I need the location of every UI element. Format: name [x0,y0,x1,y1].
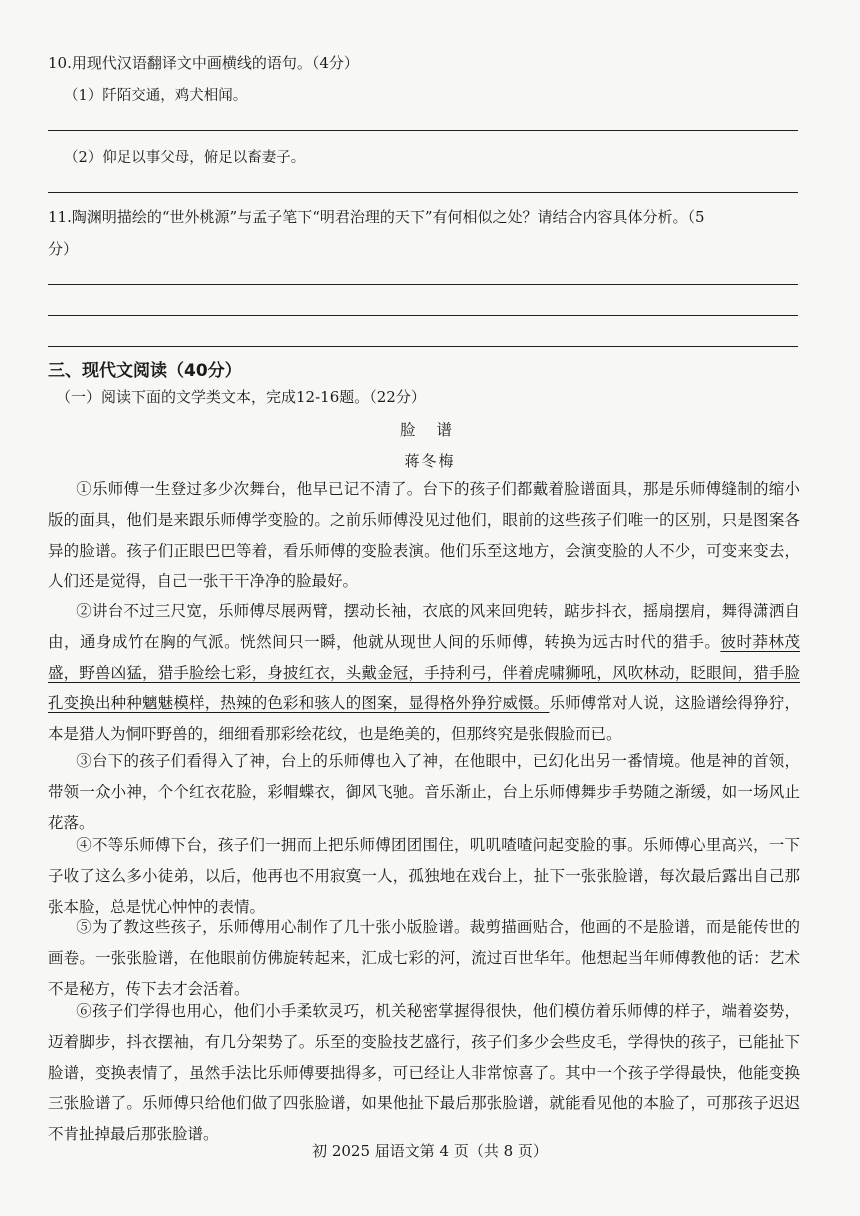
paragraph-2-text-after: 乐师傅常对人说，这脸谱绘得狰狞，本是猎人为恫吓野兽的，细细看那彩绘花纹，也是绝美的，但那终究是张假脸而已。 [48,694,800,744]
article-title: 脸 谱 [400,421,460,439]
underlined-sentence: 彼时莽林茂盛，野兽凶猛，猎手脸绘七彩，身披红衣，头戴金冠，手持利弓，伴着虎啸狮吼，风吹林动，眨眼间，猎手脸孔变换出种种魑魅模样，热辣的色彩和骇人的图案，显得格外狰狞威慑。 [48,632,800,713]
paragraph-4 [48,830,800,922]
paragraph-1 [48,474,800,597]
section-subheading: （一）阅读下面的文学类文本，完成12-16题。（22分） [56,388,426,406]
answer-line [48,284,798,285]
paragraph-6 [48,996,800,1150]
answer-line [48,192,798,193]
paragraph-2 [48,596,800,750]
paragraph-4-text: ④不等乐师傅下台，孩子们一拥而上把乐师傅团团围住，叽叽喳喳问起变脸的事。乐师傅心里高兴，一下子收了这么多小徒弟，以后，他再也不用寂寞一人，孤独地在戏台上，扯下一张张脸谱，每次最后露出自己那张本脸，总是忧心忡忡的表情。 [48,836,800,916]
answer-line [48,130,798,131]
paragraph-1-text: ①乐师傅一生登过多少次舞台，他早已记不清了。台下的孩子们都戴着脸谱面具，那是乐师傅缝制的缩小版的面具，他们是来跟乐师傅学变脸的。之前乐师傅没见过他们，眼前的这些孩子们唯一的区别，只是图案各异的脸谱。孩子们正眼巴巴等着，看乐师傅的变脸表演。他们乐至这地方，会演变脸的人不少，可变来变去，人们还是觉得，自己一张干干净净的脸最好。 [48,480,800,591]
paragraph-6-text: ⑥孩子们学得也用心，他们小手柔软灵巧，机关秘密掌握得很快，他们模仿着乐师傅的样子，端着姿势，迈着脚步，抖衣摆袖，有几分架势了。乐至的变脸技艺盛行，孩子们多少会些皮毛，学得快的孩子，已能扯下脸谱，变换表情了，虽然手法比乐师傅要拙得多，可已经让人非常惊喜了。其中一个孩子学得最快，他能变换三张脸谱了。乐师傅只给他们做了四张脸谱，如果他扯下最后那张脸谱，就能看见他的本脸了，可那孩子迟迟不肯扯掉最后那张脸谱。 [48,1002,800,1144]
paragraph-5 [48,912,800,1004]
paragraph-2-text-before: ②讲台不过三尺宽，乐师傅尽展两臂，摆动长袖，衣底的风来回兜转，踮步抖衣，摇扇摆肩，舞得潇洒自由，通身成竹在胸的气派。恍然间只一瞬，他就从现世人间的乐师傅，转换为远古时代的猎手。 [48,602,800,651]
question-11-prompt-line-2: 分） [48,240,79,258]
article-author: 蒋冬梅 [404,452,456,470]
answer-line [48,315,798,316]
question-10-prompt: 10.用现代汉语翻译文中画横线的语句。（4分） [48,54,359,72]
paragraph-3-text: ③台下的孩子们看得入了神，台上的乐师傅也入了神，在他眼中，已幻化出另一番情境。他是神的首领，带领一众小神，个个红衣花脸，彩帽蝶衣，御风飞驰。音乐渐止，台上乐师傅舞步手势随之渐缓，如一场风止花落。 [48,752,800,832]
page-footer: 初 2025 届语文第 4 页（共 8 页） [312,1142,548,1160]
answer-line [48,346,798,347]
question-10-item-2: （2）仰足以事父母，俯足以畜妻子。 [64,150,306,166]
section-heading: 三、现代文阅读（40分） [48,361,242,381]
paragraph-3 [48,746,800,838]
paragraph-5-text: ⑤为了教这些孩子，乐师傅用心制作了几十张小版脸谱。裁剪描画贴合，他画的不是脸谱，而是能传世的画卷。一张张脸谱，在他眼前仿佛旋转起来，汇成七彩的河，流过百世华年。他想起当年师傅教他的话：艺术不是秘方，传下去才会活着。 [48,918,800,998]
question-11-prompt-line-1: 11.陶渊明描绘的“世外桃源”与孟子笔下“明君治理的天下”有何相似之处？请结合内容具体分析。（5 [48,208,705,226]
question-10-item-1: （1）阡陌交通，鸡犬相闻。 [64,88,248,104]
